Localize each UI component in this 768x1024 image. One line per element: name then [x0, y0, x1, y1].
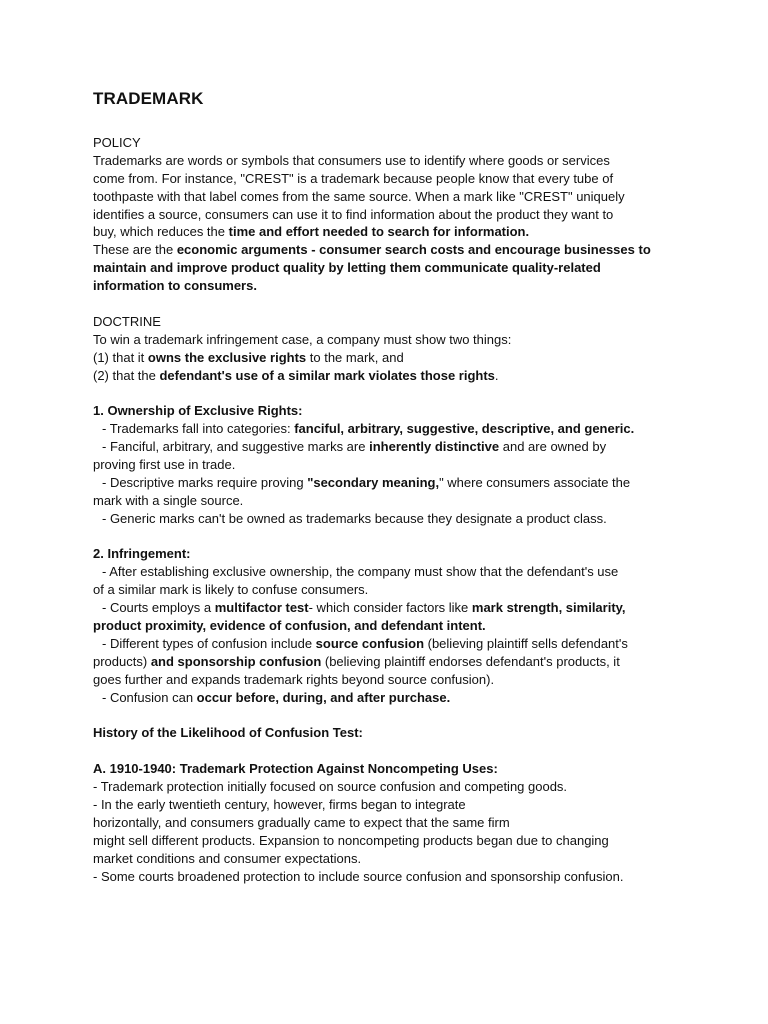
history-line: might sell different products. Expansion to noncompeting products began due to changing [93, 832, 609, 848]
policy-line: come from. For instance, "CREST" is a trademark because people know that every tube of [93, 170, 614, 186]
infringement-heading [93, 545, 678, 563]
paragraph-gap [93, 707, 678, 725]
text-run: (believing plaintiff sells defendant's [424, 635, 628, 651]
policy-line [93, 277, 678, 295]
ownership-heading [93, 402, 678, 420]
infringement-line [93, 599, 678, 617]
bold-run: defendant's use of a similar mark violates those rights [159, 367, 495, 383]
ownership-line [93, 420, 678, 438]
policy-line: Trademarks are words or symbols that consumers use to identify where goods or services [93, 152, 610, 168]
bold-run: time and effort needed to search for information. [228, 224, 530, 240]
text-run: products) [93, 653, 151, 669]
history-subheading [93, 760, 678, 778]
text-run: - Courts employs a [102, 600, 215, 616]
document-title: TRADEMARK [93, 89, 204, 108]
paragraph-gap [93, 295, 678, 313]
paragraph-gap [93, 528, 678, 546]
bold-run: economic arguments - consumer search costs and encourage businesses to [176, 242, 651, 258]
bold-run: fanciful, arbitrary, suggestive, descriptive, and generic. [294, 421, 635, 437]
bold-run: source confusion [315, 635, 425, 651]
text-run: (2) that the [93, 367, 160, 383]
infringement-line [93, 653, 678, 671]
doctrine-line: To win a trademark infringement case, a company must show two things: [93, 331, 512, 347]
policy-heading: POLICY [93, 135, 141, 150]
paragraph-gap [93, 384, 678, 402]
policy-line: identifies a source, consumers can use it to find information about the product they want to [93, 206, 614, 222]
bold-run: product proximity, evidence of confusion, and defendant intent. [93, 618, 486, 634]
text-run: buy, which reduces the [93, 224, 229, 240]
history-line: - In the early twentieth century, however, firms began to integrate [93, 796, 466, 812]
text-run: (1) that it [93, 349, 148, 365]
text-run: - which consider factors like [308, 600, 472, 616]
bold-run: maintain and improve product quality by letting them communicate quality-related [93, 260, 601, 276]
ownership-line [93, 438, 678, 456]
doctrine-heading: DOCTRINE [93, 313, 161, 329]
document-body [93, 134, 678, 885]
ownership-line: proving first use in trade. [93, 457, 236, 473]
history-line: - Trademark protection initially focused on source confusion and competing goods. [93, 779, 568, 795]
ownership-line: - Generic marks can't be owned as trademarks because they designate a product class. [102, 510, 607, 526]
infringement-line: - After establishing exclusive ownership, the company must show that the defendant's use [102, 564, 619, 580]
infringement-line [93, 617, 678, 635]
text-run: - Confusion can [102, 689, 197, 705]
infringement-line [93, 635, 678, 653]
history-line: horizontally, and consumers gradually came to expect that the same firm [93, 814, 510, 830]
ownership-line [93, 474, 678, 492]
bold-run: inherently distinctive [369, 439, 500, 455]
bold-run: information to consumers. [93, 278, 257, 294]
history-heading [93, 724, 678, 742]
text-run: - Descriptive marks require proving [102, 474, 308, 490]
text-run: (believing plaintiff endorses defendant's products, it [321, 653, 620, 669]
history-line: - Some courts broadened protection to include source confusion and sponsorship confusion. [93, 868, 624, 884]
text-run: - Fanciful, arbitrary, and suggestive marks are [102, 439, 370, 455]
paragraph-gap [93, 742, 678, 760]
bold-run: occur before, during, and after purchase. [196, 689, 451, 705]
text-run: - Trademarks fall into categories: [102, 421, 295, 437]
bold-run: 1. Ownership of Exclusive Rights: [93, 403, 303, 419]
infringement-line [93, 689, 678, 707]
infringement-line: goes further and expands trademark rights beyond source confusion). [93, 671, 495, 687]
bold-run: A. 1910-1940: Trademark Protection Against Noncompeting Uses: [93, 761, 498, 777]
ownership-line: mark with a single source. [93, 492, 244, 508]
text-run: and are owned by [499, 439, 607, 455]
policy-line [93, 241, 678, 259]
bold-run: mark strength, similarity, [471, 600, 626, 616]
bold-run: multifactor test [214, 600, 309, 616]
text-run: . [494, 367, 499, 383]
text-run: to the mark, and [306, 349, 404, 365]
bold-run: and sponsorship confusion [150, 653, 322, 669]
bold-run: 2. Infringement: [93, 546, 191, 562]
history-line: market conditions and consumer expectations. [93, 850, 362, 866]
text-run: " where consumers associate the [439, 474, 631, 490]
infringement-line: of a similar mark is likely to confuse consumers. [93, 582, 369, 598]
policy-line [93, 259, 678, 277]
doctrine-line [93, 349, 678, 367]
text-run: These are the [93, 242, 177, 258]
text-run: - Different types of confusion include [102, 635, 316, 651]
bold-run: "secondary meaning, [307, 474, 440, 490]
policy-line: toothpaste with that label comes from the same source. When a mark like "CREST" uniquely [93, 188, 625, 204]
policy-line [93, 223, 678, 241]
bold-run: History of the Likelihood of Confusion Test: [93, 725, 363, 741]
bold-run: owns the exclusive rights [147, 349, 307, 365]
doctrine-line [93, 367, 678, 385]
